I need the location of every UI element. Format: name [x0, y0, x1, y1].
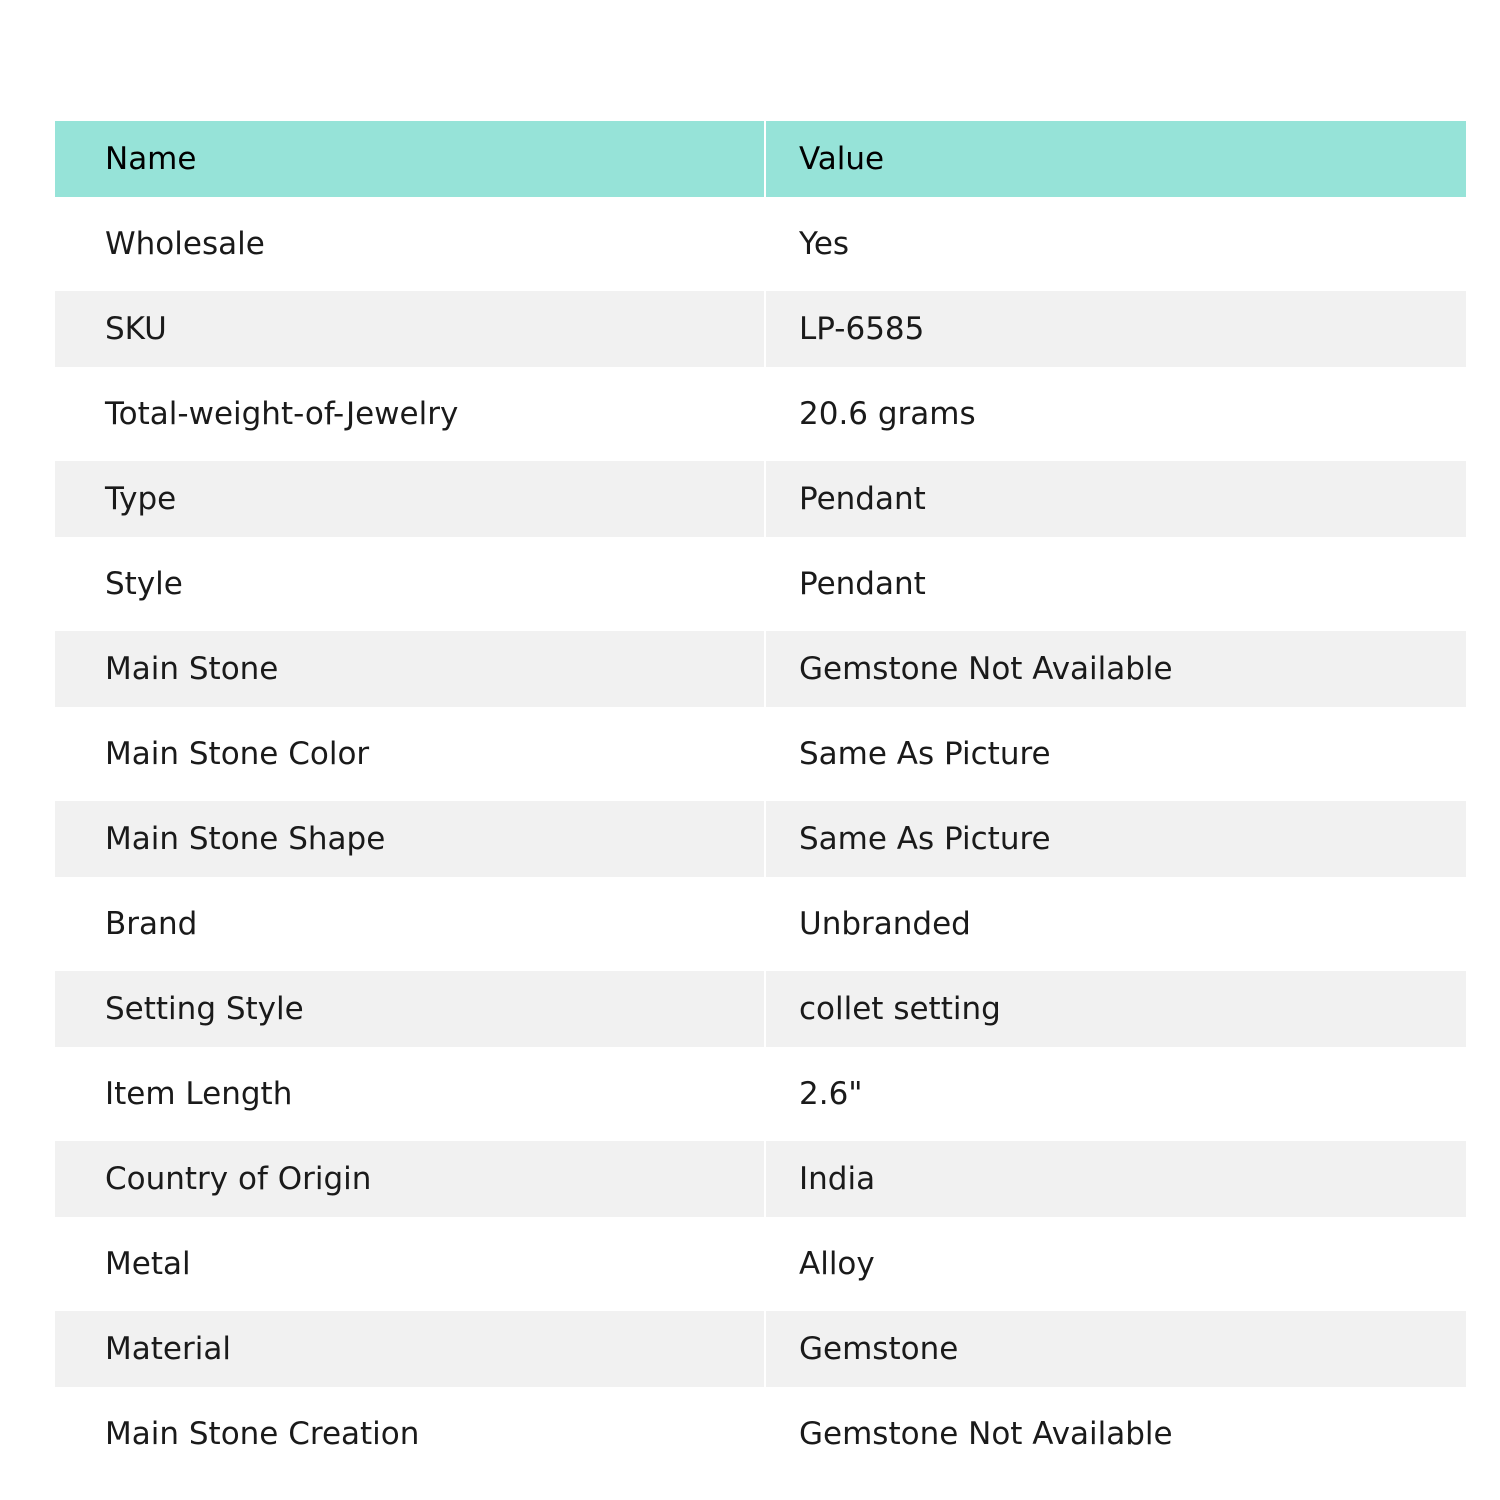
column-header-name: Name	[55, 121, 766, 197]
table-row	[55, 367, 1466, 461]
specifications-table	[55, 121, 1466, 1481]
attribute-value: 20.6 grams	[766, 367, 1466, 461]
table-row	[55, 461, 1466, 537]
column-header-value: Value	[766, 121, 1466, 197]
table-row	[55, 537, 1466, 631]
table-row	[55, 801, 1466, 877]
attribute-name: Metal	[55, 1217, 766, 1311]
attribute-name: Main Stone Shape	[55, 801, 766, 877]
table-row	[55, 1217, 1466, 1311]
attribute-value: Alloy	[766, 1217, 1466, 1311]
attribute-name: Type	[55, 461, 766, 537]
attribute-value: Yes	[766, 197, 1466, 291]
attribute-value: Same As Picture	[766, 801, 1466, 877]
attribute-value: Same As Picture	[766, 707, 1466, 801]
table-row	[55, 1047, 1466, 1141]
attribute-name: Main Stone Color	[55, 707, 766, 801]
table-row	[55, 1311, 1466, 1387]
table-body	[55, 197, 1466, 1481]
table-header	[55, 121, 1466, 197]
table-row	[55, 197, 1466, 291]
attribute-value: Gemstone	[766, 1311, 1466, 1387]
table-row	[55, 707, 1466, 801]
attribute-name: SKU	[55, 291, 766, 367]
attribute-name: Total-weight-of-Jewelry	[55, 367, 766, 461]
table-row	[55, 631, 1466, 707]
attribute-name: Style	[55, 537, 766, 631]
attribute-value: collet setting	[766, 971, 1466, 1047]
table-row	[55, 1387, 1466, 1481]
attribute-name: Setting Style	[55, 971, 766, 1047]
attribute-name: Material	[55, 1311, 766, 1387]
table-row	[55, 291, 1466, 367]
table-row	[55, 1141, 1466, 1217]
attribute-value: 2.6"	[766, 1047, 1466, 1141]
header-row	[55, 121, 1466, 197]
attribute-name: Country of Origin	[55, 1141, 766, 1217]
attribute-name: Item Length	[55, 1047, 766, 1141]
attribute-name: Main Stone Creation	[55, 1387, 766, 1481]
attribute-name: Wholesale	[55, 197, 766, 291]
attribute-value: Unbranded	[766, 877, 1466, 971]
attribute-name: Brand	[55, 877, 766, 971]
attribute-value: Pendant	[766, 461, 1466, 537]
table-row	[55, 877, 1466, 971]
attribute-value: Gemstone Not Available	[766, 631, 1466, 707]
attribute-value: Pendant	[766, 537, 1466, 631]
attribute-value: India	[766, 1141, 1466, 1217]
attribute-value: LP-6585	[766, 291, 1466, 367]
attribute-value: Gemstone Not Available	[766, 1387, 1466, 1481]
table-row	[55, 971, 1466, 1047]
attribute-name: Main Stone	[55, 631, 766, 707]
